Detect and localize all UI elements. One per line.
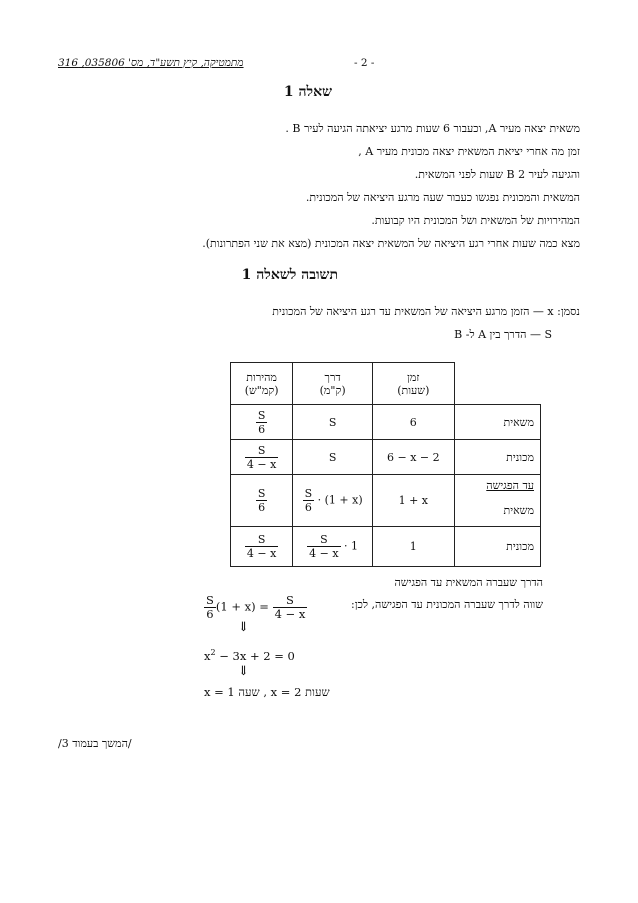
definition-x: נסמן: x — הזמן מרגע היציאה של המשאית עד רגע היציאה של המכונית	[272, 305, 580, 318]
row3-speed: $\frac{S}{6}$	[231, 475, 293, 527]
question-line: המהירויות של המשאית ושל המכונית היו קבועות.	[371, 214, 580, 227]
definition-s: S — הדרך בין A ל- B	[454, 328, 552, 341]
question-line: זמן מה אחרי יציאת המשאית יצאה מכונית מעיר A ,	[358, 145, 580, 158]
header-time-unit: (שעות)	[397, 383, 430, 397]
header-distance	[293, 363, 373, 405]
header-time-label: זמן	[407, 370, 420, 384]
solution-line-1: הדרך שעברה המשאית עד הפגישה	[394, 576, 543, 589]
row2-distance: S	[293, 440, 373, 475]
continuation-note: /המשך בעמוד 3/	[58, 737, 132, 750]
answer-title: תשובה לשאלה 1	[241, 267, 338, 283]
row1-label: משאית	[454, 405, 540, 440]
header-speed-label: מהירות	[246, 370, 277, 384]
question-line: והגיעה לעיר B 2 שעות לפני המשאית.	[414, 168, 580, 181]
row2-time: 6 − x − 2	[372, 440, 454, 475]
header-dist-unit: (ק"מ)	[319, 383, 346, 397]
header-dist-label: דרך	[324, 370, 341, 384]
row1-distance: S	[293, 405, 373, 440]
row4-speed: $\frac{S}{4 - x}$	[231, 527, 293, 567]
row3-distance-tail: · (1 + x)	[314, 493, 363, 507]
header-course-info: מתמטיקה, קיץ תשע"ד, מס' 035806, 316	[58, 57, 244, 69]
row4-label: מכונית	[454, 527, 540, 567]
question-text	[140, 117, 580, 255]
final-result: x = 1 שעה , x = 2 שעות	[204, 685, 330, 699]
equation-1: $\frac{S}{6}$ (1 + x) = $\frac{S}{4 - x}$	[206, 593, 306, 621]
header-empty	[454, 363, 540, 405]
question-title: שאלה 1	[283, 84, 332, 100]
header-speed-unit: (קמ"ש)	[244, 383, 279, 397]
equation-2-rest: − 3x + 2 = 0	[215, 648, 295, 663]
data-table	[230, 362, 541, 567]
page-number: - 2 -	[354, 57, 375, 69]
solution-line-2: שווה לדרך שעברה המכונית עד הפגישה, לכן:	[351, 598, 543, 611]
row2-speed: $\frac{S}{4 - x}$	[231, 440, 293, 475]
row3-vehicle: משאית	[503, 504, 534, 517]
row2-label: מכונית	[454, 440, 540, 475]
row4-time: 1	[372, 527, 454, 567]
meeting-section-label: עד הפגישה	[486, 479, 534, 492]
question-line: המשאית והמכונית נפגשו כעבור שעה מרגע היציאה של המכונית.	[305, 191, 580, 204]
answer-definitions	[140, 300, 580, 346]
equation-1-middle: (1 + x) =	[215, 599, 273, 614]
question-line: משאית יצאה מעיר A, וכעבור 6 שעות מרגע יציאתה הגיעה לעיר B .	[285, 122, 580, 135]
row4-distance-tail: · 1	[340, 539, 359, 553]
row4-distance: $\frac{S}{4 - x}$ · 1	[293, 527, 373, 567]
header-speed	[231, 363, 293, 405]
question-line: מצא כמה שעות אחרי רגע היציאה של המשאית יצאה המכונית (מצא את שני הפתרונות).	[202, 237, 580, 250]
row1-time: 6	[372, 405, 454, 440]
row3-label	[454, 475, 540, 527]
header-time	[372, 363, 454, 405]
equation-2-x: x	[204, 648, 211, 663]
equation-2	[204, 648, 295, 663]
implies-arrow-2: ⇓	[238, 664, 249, 679]
equation-2-exponent: 2	[210, 648, 216, 657]
row3-time: 1 + x	[372, 475, 454, 527]
row1-speed: $\frac{S}{6}$	[231, 405, 293, 440]
row3-distance: $\frac{S}{6}$ · (1 + x)	[293, 475, 373, 527]
implies-arrow-1: ⇓	[238, 620, 249, 635]
